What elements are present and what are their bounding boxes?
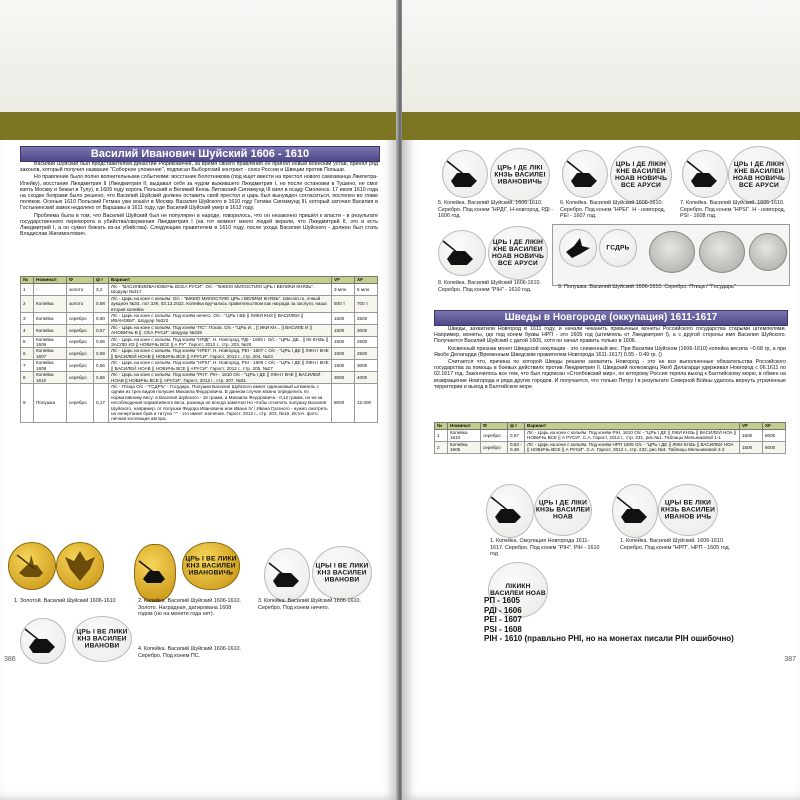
cell-weight: 0,53 - 0,48: [508, 441, 525, 453]
cell-vf: 1500: [332, 348, 355, 360]
cell-denomination: Копейка 1608: [34, 360, 67, 372]
left-olive-band: [0, 112, 398, 140]
mint-date-legend: [484, 596, 794, 644]
right-table-body: [435, 430, 786, 454]
cell-number: 2: [435, 441, 448, 453]
coin-8-obverse: [438, 230, 486, 276]
cell-metal: золото: [67, 284, 94, 296]
col-xf: XF: [763, 423, 786, 430]
rider-icon: [683, 151, 727, 197]
gold-kopeck-reverse: [182, 542, 240, 590]
cell-variant: Л/с - Царь на коне с копьём. Под конём "ПС". Псков. О/с - "ЦРЬ И... || ИКИ КН... || ВАСИЛЕ И || АНОВИЧЬ В || .СЕА РУСИ". Шодуар №328: [109, 324, 332, 336]
coin-legend: ГСДРЬ: [606, 244, 630, 252]
cell-weight: 0,17: [94, 383, 109, 422]
cell-variant: Л/с - Царь на коне с копьём. Под конём "РІН". РІН - 1610 О/с - "ЦРЬ I ДЕ || ЛIКН I КНЕ || ВАСИЛЕЙ НОАВ || НОВИЧЬ ВСЕ || АРУСИ". Гарост, 2012 г., стр. 207, №31: [109, 372, 332, 384]
table-header-row: [21, 277, 378, 284]
gold-coin-reverse: [56, 542, 104, 590]
caption-3: 3. Копейка. Василий Шуйский 1606-1610. Серебро. Под конем ничего.: [258, 598, 361, 611]
kopeck-1605-obverse: [612, 484, 658, 538]
legend-line: РП - 1605: [484, 596, 520, 605]
polushka-bird-drawing: [559, 229, 597, 267]
paragraph: Косвенный признак монет Шведской оккупации - это сниженный вес. При Василии Шуйском (1606-1610) копейка весила ~0.68 гр, а при Якобе Делагарди (Временным Шведским правителем Новгорода 1611-1617) 0.55 - 0.49 гр. (): [434, 345, 786, 358]
polushka-legend-drawing: [599, 229, 637, 267]
cell-metal: серебро: [481, 441, 508, 453]
cell-metal: серебро: [481, 430, 508, 442]
right-catalog-table: [434, 422, 786, 454]
coin-7-reverse: [728, 146, 790, 204]
left-header-background: [0, 0, 398, 112]
cell-xf: 3000: [355, 324, 378, 336]
cell-weight: 0,66: [94, 360, 109, 372]
cell-number: 6: [21, 348, 34, 360]
cell-denomination: -: [34, 284, 67, 296]
occupation-coin-obverse: [486, 484, 534, 538]
cell-weight: 0,57: [508, 430, 525, 442]
legend-line: РЕІ - 1607: [484, 615, 522, 624]
caption-9: 9. Полушка. Василий Шуйский 1606-1610. Серебро. Птица / "Государь": [558, 284, 736, 290]
page-title: Василий Иванович Шуйский 1606 - 1610: [20, 146, 380, 162]
cell-xf: 2500: [355, 313, 378, 325]
cell-variant: Л/с - Царь на коне с копьём. Под конём ничего. О/с - "ЦРЬ I ВЕ || ЛИКИ КНЗ || ВАСИЛЕИ || ИВАНОВИ". Шодуар №322: [109, 313, 332, 325]
coin-5-reverse: [490, 148, 550, 202]
right-body-text: [434, 326, 786, 418]
polushka-photo-third: [749, 233, 787, 271]
cell-denomination: Копейка 1610: [34, 372, 67, 384]
coin-legend: ЦРЬ I ДЕ ЛIКIН КНЕ ВАСИЛЕИ НОАВ НОВИЧЬ ВСЕ АРУСИ: [491, 239, 545, 267]
cell-number: 5: [21, 336, 34, 348]
cell-vf: 8000: [332, 383, 355, 422]
col-denomination: Номинал: [448, 423, 481, 430]
left-table-body: [21, 284, 378, 423]
paragraph: Василий Шуйский был представителем династии Рюриковичей, за время своего правления он принял новый воинский устав, принял ряд законов, который получил название "Соборное уложение", подписал Выборгский контракт - союз России и Швеции против Польши.: [20, 161, 378, 174]
cell-denomination: Копейка 1606: [34, 336, 67, 348]
col-vf: VF: [740, 423, 763, 430]
coin-7-obverse: [682, 150, 728, 198]
coin-legend: ЦРЬ I ВЕ ЛИКИ КНЗ ВАСИЛЕИ ИВАНОВИЧЬ: [185, 555, 237, 577]
legend-line: РІН - 1610 (правльно PHI, но на монетах писали PIH ошибочно): [484, 634, 734, 643]
table-row: [21, 324, 378, 336]
silver-kopeck-reverse: [312, 546, 372, 600]
cell-xf: 4000: [355, 372, 378, 384]
left-page: [0, 0, 398, 800]
coin-5-obverse: [442, 150, 488, 198]
cell-denomination: Копейка 1605: [448, 441, 481, 453]
cell-metal: серебро: [67, 313, 94, 325]
cell-variant: Л/с - Царь на коне с копьём. О/с - "ВЖЕЮ МИЛОСТИЮ ЦРЬ I ВЕЛИКИ КНЯЗЬ". tatecoin.ru, очный аукцион №34, лот 329, 03.12.2022. Копейка вручалась правительством как награда за заслуги, наша вторая копейка: [109, 295, 332, 312]
caption-bottom-2: 1. Копейка. Василий Шуйский. 1606-1610. Серебро. Под конем "НРП". НРП - 1605 год.: [620, 538, 731, 551]
table-row: [21, 372, 378, 384]
cell-variant: Л/с - "ВАСИЛЕИИВАНОВИЧЬ ВСЕА РУСИ". О/с - "ВЖЕЮ МИЛОСТИЮ ЦРЬ I ВЕЛИКИ КНЯЗЬ". Шодуар №317: [109, 284, 332, 296]
polushka-photo-obverse: [649, 231, 695, 273]
col-number: №: [21, 277, 34, 284]
table-row: [21, 348, 378, 360]
cell-xf: 5 млн: [355, 284, 378, 296]
cell-number: 9: [21, 383, 34, 422]
left-body-text: [20, 161, 378, 275]
cell-denomination: Копейка 1610: [448, 430, 481, 442]
cell-xf: 700 т: [355, 295, 378, 312]
caption-bottom-1: 1. Копейка. Оккупация Новгорода 1611-1617. Серебро. Под конем "РІН". РІН - 1610 год: [490, 538, 600, 557]
cell-variant: Л/с - Царь на коне с копьём. Под конём РІН, 1610 О/с - "ЦРЬ I ДЕ || ЛIКИ КНЗЬ || ВАСИЛЕЙ НОА || НОВИЧЬ ВСЕ || А РУСИ". С.А. Гарост, 2012 г., стр. 231, рис.№1. Таблицы Мельниковой 1-1: [525, 430, 740, 442]
cell-xf: 2500: [355, 348, 378, 360]
cell-metal: серебро: [67, 360, 94, 372]
cell-number: 2: [21, 295, 34, 312]
table-row: [435, 441, 786, 453]
legend-line: РSІ - 1608: [484, 624, 522, 634]
left-catalog-table: [20, 276, 378, 423]
cell-xf: 3000: [355, 360, 378, 372]
col-vf: VF: [332, 277, 355, 284]
cell-number: 4: [21, 324, 34, 336]
cell-metal: серебро: [67, 348, 94, 360]
caption-5: 5. Копейка. Василий Шуйский. 1606-1610. Серебро. Под конем "НРДІ". Н-новгород, РДІ - 1606 год.: [438, 200, 554, 219]
coin-legend: ЦРЬ I ДЕ ЛIКI КНЗЬ ВАСИЛЕI ИВАНОВИЧЬ: [494, 164, 546, 186]
page-number-left: 386: [4, 656, 16, 663]
cell-vf: 1500: [332, 313, 355, 325]
col-metal: Ф: [481, 423, 508, 430]
cell-number: 7: [21, 360, 34, 372]
cell-denomination: Копейка: [34, 313, 67, 325]
bird-icon: [560, 230, 596, 266]
paragraph: Но правление было полно волнительными событиями: восстание Болотникова (под ищет ввести на престол нового самозванца Лжепетра-Илейку), восстание Лжедмитрия II (Лжедмитрия II, выдавал себя за чудом выжившего Лжедмитрия I, но после остановки в Тушино, не смог взять Москву и бежал в Тулу), в 1609 году король Польский и Великий Князь Литовский Сигизмунд III взял в осаду Смоленск. 17 июля 1610 года на сходке боярами было решено, что Василий Шуйский должен оставить свой престол и царь был вынужден согласиться, постелен во главе поляков. Осенью 1610 Польский Гетман уже вошёл в Москву. Василия Шуйского в 1610 году Гетман Сигизмунд III, который заточил Василия в Гостынинский замок недалеко от Варшавы в 1611 году, где Василий Шуйский умер в 1612 году.: [20, 174, 378, 212]
rider-icon: [439, 231, 485, 275]
caption-1: 1. Золотой. Василий Шуйский 1606-1610: [14, 598, 116, 604]
col-variant: Вариант: [525, 423, 740, 430]
cell-vf: 500 т: [332, 295, 355, 312]
cell-denomination: Полушка: [34, 383, 67, 422]
cell-variant: Л/с - Птица О/с - "ГСДРЪ" - Государь. Полушки Василия Шуйского имеет одинаковый штемпель с одним из трех видов полушек Михаила Федоровича. В данном случае можно определить по нормативному весу: в Василия Шуйского - 16 грамм, а Михаила Федоровича - 0,12 грамм, но из-за несоблюдения нормативного веса, разница не всегда заметна! Но чтобы отличить полушку Василия Шуйского, например, от полушки Федора Ивановича или Ивана IV / Ивана Грозного - нужно смотреть на начертание букв и титула "-" - это имеет значение. Гарост, 2012 г., стр. 203, №19. Источ. фото: личная коллекция автора.: [109, 383, 332, 422]
rider-icon: [135, 545, 175, 601]
section-title: Шведы в Новгороде (оккупация) 1611-1617: [434, 310, 788, 326]
col-weight: ф г: [94, 277, 109, 284]
cell-vf: 1500: [740, 430, 763, 442]
coin-legend: ЦРЬ I ДЕ ЛIКIН КНЕ ВАСИЛЕИ НОАВ НОВИЧЬ ВСЕ АРУСИ: [614, 161, 668, 189]
caption-6: 6. Копейка. Василий Шуйский 1606-1610. Серебро. Под конем "НРЕІ". Н - новгород, РЕІ - 1607 год.: [560, 200, 666, 219]
cell-weight: 0,66: [94, 372, 109, 384]
cell-weight: 0,68: [94, 295, 109, 312]
cell-denomination: Копейка: [34, 295, 67, 312]
eagle-icon: [57, 543, 103, 589]
col-weight: ф г: [508, 423, 525, 430]
cell-weight: 0,60: [94, 313, 109, 325]
caption-7: 7. Копейка. Василий Шуйский. 1605-1610. Серебро. Под конем "НРSI". Н - новгород, PSI - 1608 год.: [680, 200, 786, 219]
pskov-kopeck-obverse: [20, 618, 66, 664]
cell-weight: 0,65: [94, 336, 109, 348]
polushka-photo-frame: [552, 224, 790, 286]
cell-weight: 3,2: [94, 284, 109, 296]
cell-vf: 1500: [332, 336, 355, 348]
legend-line: РДІ - 1606: [484, 605, 522, 615]
table-header-row: [435, 423, 786, 430]
cell-xf: 6000: [763, 441, 786, 453]
cell-number: 3: [21, 313, 34, 325]
rider-icon: [9, 543, 55, 589]
cell-weight: 0,67: [94, 324, 109, 336]
col-denomination: Номинал: [34, 277, 67, 284]
cell-variant: Л/с - Царь на коне с копьём. Под конём "НРДI". Н. Новгород, РДI - 1606 г. О/с - "ЦРЬ. ДЕ.. || IКI КНЗЬ || ЗАСЛЕI ИЗ || НОВИЧЬ ВСЕ || А РУ". Гарост, 2012 г., стр. 203, №20: [109, 336, 332, 348]
coin-legend: ЦРЬ I ВЕ ЛИКИ КНЗ ВАСИЛЕИ ИВАНОВИ: [76, 628, 128, 650]
cell-xf: 2500: [355, 336, 378, 348]
polushka-photo-reverse: [699, 231, 745, 273]
right-page: [402, 0, 800, 800]
occupation-coin-reverse: [534, 484, 592, 536]
rider-icon: [443, 151, 487, 197]
rider-icon: [487, 485, 533, 537]
pskov-kopeck-reverse: [72, 616, 132, 662]
cell-denomination: Копейка 1607: [34, 348, 67, 360]
table-row: [21, 295, 378, 312]
cell-metal: золото: [67, 295, 94, 312]
rider-icon: [613, 485, 657, 537]
cell-metal: серебро: [67, 372, 94, 384]
cell-vf: 1500: [332, 360, 355, 372]
coin-6-reverse: [610, 146, 672, 204]
coin-8-reverse: [488, 226, 548, 280]
right-olive-band: [402, 112, 800, 140]
cell-denomination: Копейка: [34, 324, 67, 336]
col-metal: Ф: [67, 277, 94, 284]
cell-vf: 3000: [332, 372, 355, 384]
kopeck-1605-reverse: [658, 484, 718, 536]
coin-legend: ЦРЬI ВЕ ЛIКИ КНЗЬ ВАСИЛЕИ ИВАНОВ ИЧЬ: [660, 499, 716, 521]
cell-number: 1: [21, 284, 34, 296]
cell-metal: серебро: [67, 383, 94, 422]
table-row: [21, 313, 378, 325]
cell-metal: серебро: [67, 336, 94, 348]
coin-6-obverse: [562, 150, 608, 198]
cell-vf: 1500: [332, 324, 355, 336]
rider-icon: [563, 151, 607, 197]
paragraph: Считается что, причина по которой Шведы решили захватить Новгород - это не все выполненные обязательства Российского государства за помощь в боевых действиях против Лжедмитрия II. Шведский полководец Якоб Делагарди удерживал Новгород с 06.1611 по 02.1617 год. Закончилось все тем, что был подписан «Столбовский мир», по которому Россия теряла выход к Балтийскому морю, в обмен на возвращение Новгорода и ряда других городов. И получается, что только Петру I в результате Северной Войны удалось вернуть утраченные территории и выход в Балтийское море.: [434, 359, 786, 390]
paragraph: Шведы, захватили Новгород в 1611 году, и начали чеканить привычные монеты Российского государства старыми штемпелями. Например, монеты, где под конем буквы НРП - это 1605 год (штемпель от Лжедмитрия I), а с другой стороны имя Василия Шуйского. Получается Василий Шуйский с датой 1605, хотя он начал править только в 1606.: [434, 326, 786, 345]
page-number-right: 387: [784, 656, 796, 663]
caption-4: 4. Копейка. Василий Шуйский 1606-1610. Серебро. Под конем ПС.: [138, 646, 241, 659]
table-row: [21, 383, 378, 422]
right-header-background: [402, 0, 800, 112]
table-row: [435, 430, 786, 442]
coin-legend: ЦРЬ I ДЕ ЛIКИ КНЗЬ ВАСИЛЕИ НОАВ: [535, 499, 591, 521]
coin-legend: ЦРЬ I ДЕ ЛIКIН КНЕ ВАСИЛЕИ НОАВ НОВИЧЬ ВСЕ АРУСИ: [732, 161, 786, 189]
cell-variant: Л/с - Царь на коне с копьём. Под конём "НРЕI". Н. Новгород, РЕI - 1607 г. О/с - "ЦРЬ I ДЕ || ЛIКН I КНЕ || ВАСИЛЕЙ НОАВ || НОВИЧЬ ВСЕ || АРУСИ". Гарост, 2012 г., стр. 204, №23: [109, 348, 332, 360]
coin-legend: ЦРЫ I ВЕ ЛИКИ КНЗ ВАСИЛЕИ ИВАНОВИ: [315, 562, 369, 584]
col-xf: XF: [355, 277, 378, 284]
cell-number: 1: [435, 430, 448, 442]
gold-kopeck-coin: [134, 544, 176, 602]
col-variant: Вариант: [109, 277, 332, 284]
cell-metal: серебро: [67, 324, 94, 336]
cell-xf: 6000: [763, 430, 786, 442]
gold-coin-obverse: [8, 542, 56, 590]
cell-variant: Л/с - Царь на коне с копьём. Под конём НРП 1605 О/с - "ЦРЬ I ДЕ || ЛIКИ КНЗЬ || ВАСИЛЕИ НОА || НОВИЧЬ ВСЕ || А РУСИ". С.А. Гарост, 2012 г., стр. 232, рис.№3. Таблицы Мельниковой 2-2: [525, 441, 740, 453]
table-row: [21, 336, 378, 348]
caption-2: 2. Копейка. Василий Шуйский 1606-1610. Золото. Наградная, датирована 1608 годом (но на монете года нет).: [138, 598, 241, 617]
col-number: №: [435, 423, 448, 430]
cell-variant: Л/с - Царь на коне с копьём. Под конём "НРSI". Н. Новгород, PSI - 1608 г. О/с - "ЦРЬ I ДЕ || ЛIКН I КНЕ || ВАСИЛЕЙ НОАВ || НОВИЧЬ ВСЕ || АРУСИ". Гарост, 2012 г., стр. 205, №27: [109, 360, 332, 372]
coin-legend: ЛIКИКН ВАСИЛЕИ НОАВ: [490, 583, 546, 597]
table-row: [21, 360, 378, 372]
caption-8: 8. Копейка. Василий Шуйский 1606-1610. Серебро. Под конем "РІН" - 1610 год.: [438, 280, 541, 293]
cell-weight: 0,69: [94, 348, 109, 360]
paragraph: Проблема была в том, что Василий Шуйский был не популярен в народе, говорилось, что он незаконно пришёл к власти - в результате государственного переворота и убийства/свержения Лжедмитрия I (на тот момент много людей верили, что Лжедмитрий II, это и есть Лжедмитрий I, а он сумел бежать из-за убийства). Следующим правителем в 1610 году, после ухода Василия Шуйского - должен был стать Владислав Жигимонтович.: [20, 212, 378, 238]
silver-kopeck-obverse: [264, 548, 310, 602]
table-row: [21, 284, 378, 296]
rider-icon: [265, 549, 309, 601]
cell-number: 8: [21, 372, 34, 384]
cell-vf: 3 млн: [332, 284, 355, 296]
cell-xf: 12.000: [355, 383, 378, 422]
rider-icon: [21, 619, 65, 663]
cell-vf: 1500: [740, 441, 763, 453]
